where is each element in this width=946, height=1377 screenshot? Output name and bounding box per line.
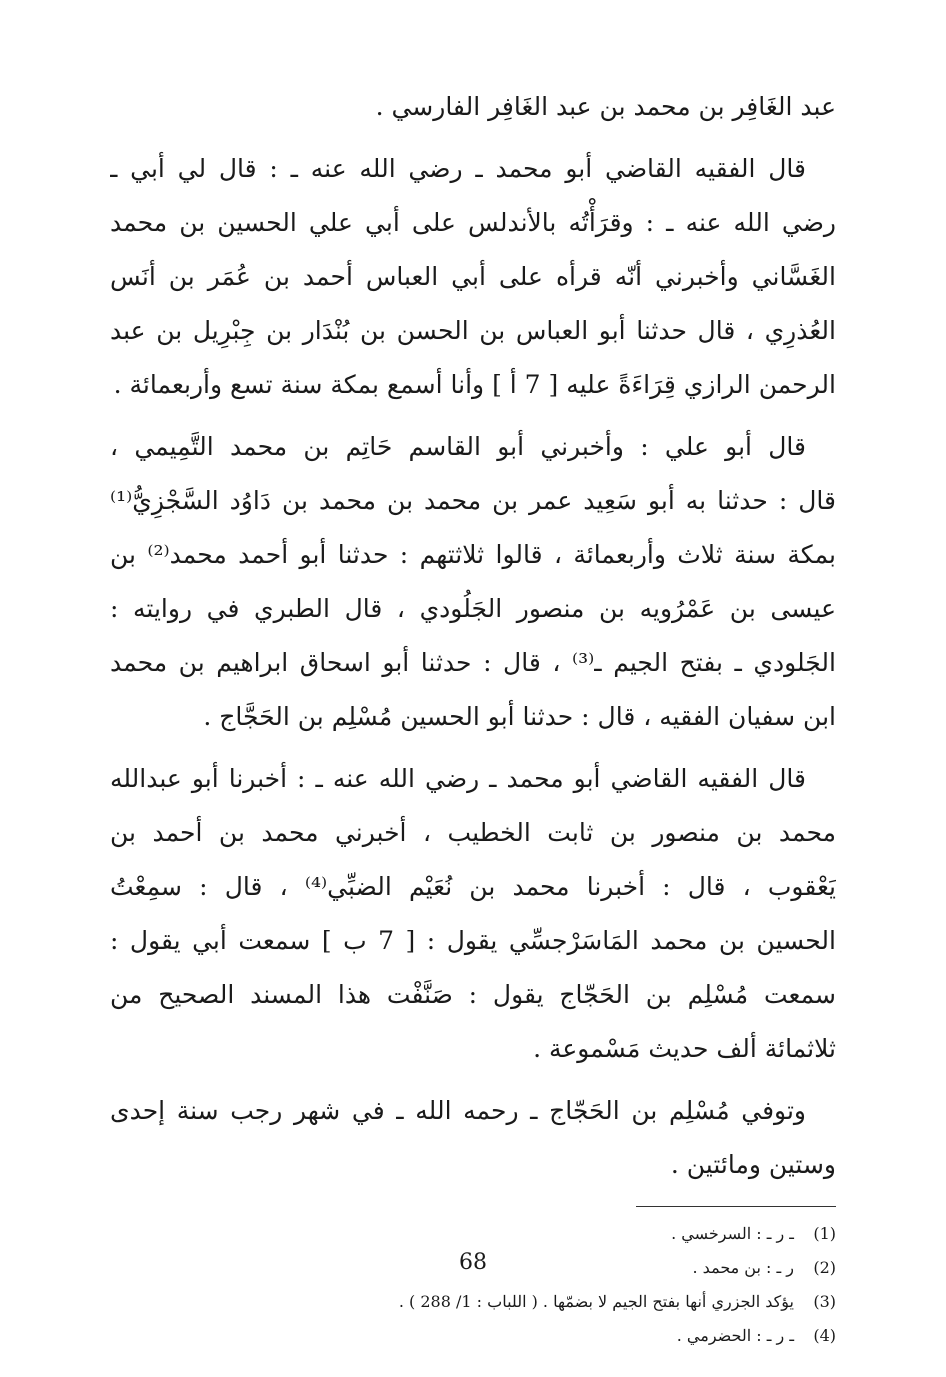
text-line: قال الفقيه القاضي أبو محمد ـ رضي الله عنه ـ : أخبرنا أبو عبدالله xyxy=(110,764,806,793)
text-line: وتوفي مُسْلِم بن الحَجّاج ـ رحمه الله ـ في شهر رجب سنة إحدى xyxy=(110,1096,806,1125)
footnote-number: (1) xyxy=(813,1224,836,1243)
paragraph xyxy=(110,80,836,134)
text-line: الجَلودي ـ بفتح الجيم ـ⁽³⁾ ، قال : حدثنا أبو اسحاق ابراهيم بن محمد xyxy=(110,648,836,677)
text-line: ابن سفيان الفقيه ، قال : حدثنا أبو الحسين مُسْلِم بن الحَجَّاج . xyxy=(203,702,836,731)
text-line: الرحمن الرازي قِرَاءَةً عليه [ 7 أ ] وأنا أسمع بمكة سنة تسع وأربعمائة . xyxy=(113,370,836,399)
text-line: يَعْقوب ، قال : أخبرنا محمد بن نُعَيْم الضبِّي⁽⁴⁾ ، قال : سمِعْتُ xyxy=(110,872,836,901)
text-line: قال : حدثنا به أبو سَعِيد عمر بن محمد بن محمد بن دَاوُد السَّجْزِيُّ⁽¹⁾ xyxy=(110,486,836,515)
paragraph xyxy=(110,420,836,744)
text-line: رضي الله عنه ـ : وقرَأْتُه بالأندلس على أبي علي الحسين بن محمد xyxy=(110,208,836,237)
text-line: الغَسَّاني وأخبرني أنّه قرأه على أبي العباس أحمد بن عُمَر بن أنَس xyxy=(110,262,836,291)
text-line: الحسين بن محمد المَاسَرْجسِّي يقول : [ 7 ب ] سمعت أبي يقول : xyxy=(110,926,836,955)
text-line: سمعت مُسْلِم بن الحَجّاج يقول : صَنَّفْت هذا المسند الصحيح من xyxy=(110,980,836,1009)
footnote-text: يؤكد الجزري أنها بفتح الجيم لا بضمّها . ( اللباب : 1/ 288 ) . xyxy=(398,1292,794,1311)
footnote xyxy=(110,1217,836,1251)
text-line: قال أبو علي : وأخبرني أبو القاسم حَاتِم بن محمد التَّمِيمي ، xyxy=(110,432,806,461)
paragraph xyxy=(110,752,836,1076)
text-line: العُذرِي ، قال حدثنا أبو العباس بن الحسن بن بُنْدَار بن جِبْرِيل بن عبد xyxy=(110,316,836,345)
text-line: ثلاثمائة ألف حديث مَسْموعة . xyxy=(533,1034,836,1063)
footnote-text: ر ـ : بن محمد . xyxy=(692,1258,794,1277)
footnotes xyxy=(110,1217,836,1353)
text-line: محمد بن منصور بن ثابت الخطيب ، أخبرني محمد بن أحمد بن xyxy=(110,818,836,847)
footnote xyxy=(110,1319,836,1353)
footnote-text: ـ ر ـ : الحضرمي . xyxy=(676,1326,794,1345)
footnote-number: (4) xyxy=(813,1326,836,1345)
page-number: 68 xyxy=(459,1250,487,1275)
page-body xyxy=(110,80,836,1353)
text-line: عيسى بن عَمْرُويه بن منصور الجَلُودي ، قال الطبري في روايته : xyxy=(110,594,836,623)
paragraph xyxy=(110,142,836,412)
footnote-number: (2) xyxy=(813,1258,836,1277)
footnote-number: (3) xyxy=(813,1292,836,1311)
text-line: بمكة سنة ثلاث وأربعمائة ، قالوا ثلاثتهم : حدثنا أبو أحمد محمد⁽²⁾ بن xyxy=(110,540,836,569)
text-line: عبد الغَافِر بن محمد بن عبد الغَافِر الفارسي . xyxy=(375,92,836,121)
footnote-text: ـ ر ـ : السرخسي . xyxy=(671,1224,794,1243)
footnote xyxy=(110,1285,836,1319)
footnote-divider xyxy=(636,1206,836,1207)
text-line: قال الفقيه القاضي أبو محمد ـ رضي الله عنه ـ : قال لي أبي ـ xyxy=(110,154,806,183)
paragraph xyxy=(110,1084,836,1192)
text-line: وستين ومائتين . xyxy=(670,1150,836,1179)
